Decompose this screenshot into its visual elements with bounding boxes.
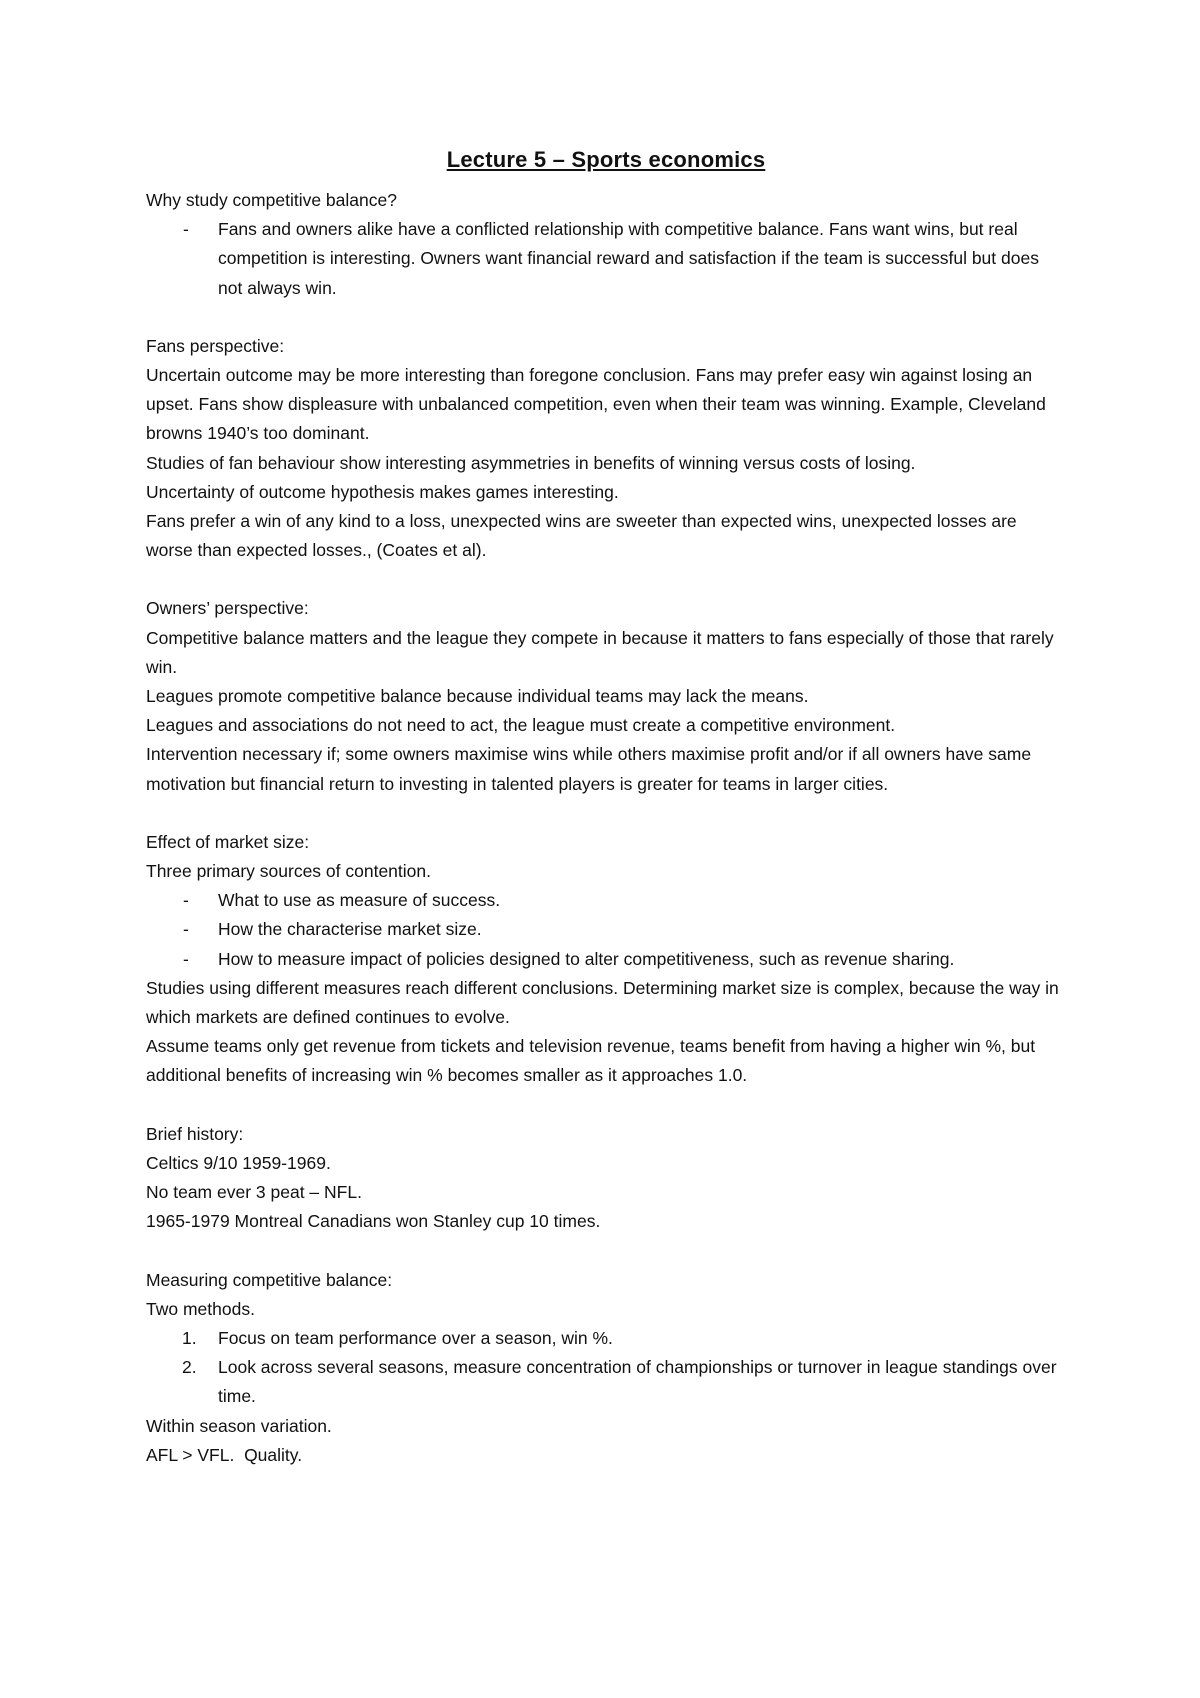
bullet-list [146,886,1066,974]
document-page [146,144,1066,1470]
list-item-text: Look across several seasons, measure concentration of championships or turnover in league standings over time. [218,1357,1057,1407]
paragraph: Assume teams only get revenue from tickets and television revenue, teams benefit from having a higher win %, but additional benefits of increasing win % becomes smaller as it approaches 1.0. [146,1036,1036,1086]
paragraph: Three primary sources of contention. [146,861,431,882]
section-heading-why-study: Why study competitive balance? [146,190,397,210]
list-item-text: What to use as measure of success. [218,890,501,911]
history-line: 1965-1979 Montreal Canadians won Stanley cup 10 times. [146,1211,601,1232]
paragraph: Uncertain outcome may be more interesting than foregone conclusion. Fans may prefer easy win against losing an upset. Fans show displeasure with unbalanced competition, even when their team was winning. Example, Cleveland browns 1940’s too dominant. [146,365,1046,444]
paragraph: Leagues and associations do not need to act, the league must create a competitive environment. [146,715,896,736]
section-heading-owners: Owners’ perspective: [146,598,309,619]
paragraph: Within season variation. [146,1415,332,1436]
bullet-marker: - [183,890,189,911]
bullet-marker: - [183,948,189,969]
history-line: No team ever 3 peat – NFL. [146,1182,362,1203]
list-item [146,215,1066,303]
bullet-marker: - [183,919,189,940]
paragraph: Fans prefer a win of any kind to a loss, unexpected wins are sweeter than expected wins, unexpected losses are worse than expected losses., (Coates et al). [146,511,1017,561]
bullet-marker: - [183,219,189,240]
paragraph: AFL > VFL. Quality. [146,1444,303,1465]
number-marker: 1. [182,1327,197,1348]
number-marker: 2. [182,1357,197,1378]
paragraph: Studies using different measures reach different conclusions. Determining market size is complex, because the way in which markets are defined continues to evolve. [146,977,1059,1028]
list-item [146,1324,1066,1353]
list-item [146,915,1066,944]
numbered-list [146,1324,1066,1412]
list-item-text: Fans and owners alike have a conflicted relationship with competitive balance. Fans want wins, but real competition is interesting. Owners want financial reward and satisfaction if the team is successful but does not always win. [218,219,1039,298]
document-title: Lecture 5 – Sports economics [446,147,766,172]
list-item [146,886,1066,915]
section-heading-measuring: Measuring competitive balance: [146,1269,393,1290]
section-heading-fans: Fans perspective: [146,335,285,356]
paragraph: Competitive balance matters and the league they compete in because it matters to fans especially of those that rarely win. [146,627,1054,677]
paragraph: Intervention necessary if; some owners maximise wins while others maximise profit and/or if all owners have same motivation but financial return to investing in talented players is greater for teams in larger cities. [146,744,1032,794]
list-item [146,1353,1066,1411]
list-item-text: Focus on team performance over a season, win %. [218,1327,613,1348]
history-line: Celtics 9/10 1959-1969. [146,1152,331,1173]
paragraph: Uncertainty of outcome hypothesis makes games interesting. [146,481,619,502]
bullet-list [146,215,1066,303]
paragraph: Two methods. [146,1298,255,1319]
section-heading-brief-history: Brief history: [146,1123,244,1144]
paragraph: Leagues promote competitive balance because individual teams may lack the means. [146,686,809,707]
paragraph: Studies of fan behaviour show interesting asymmetries in benefits of winning versus costs of losing. [146,452,916,473]
list-item-text: How the characterise market size. [218,919,482,940]
list-item [146,945,1066,974]
list-item-text: How to measure impact of policies designed to alter competitiveness, such as revenue sharing. [218,948,955,969]
section-heading-market-size: Effect of market size: [146,831,310,852]
